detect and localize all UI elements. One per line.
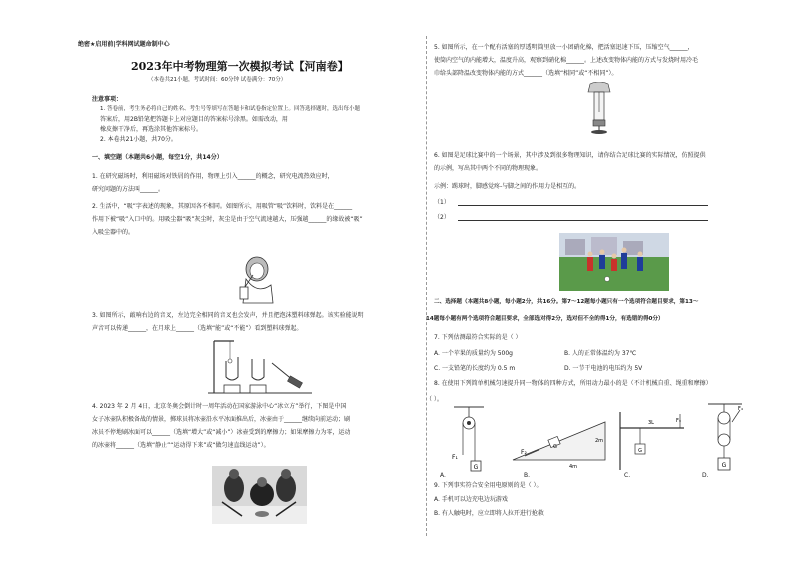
- q3-line-a: 3. 如图所示，敲响右边的音叉，左边完全相同的音叉也会发声，并且把泡沫塑料球弹起。该实验能说明: [92, 312, 364, 319]
- q9-option-a[interactable]: A. 手机可以边充电边玩游戏: [434, 496, 508, 503]
- q2-line-a: 2. 生活中，“吸”字表述的现象，其原因各不相同。如图所示，用吸管“吸”饮料时，饮料是在______: [92, 203, 353, 210]
- exam-info: （本卷共21小题，考试时间：60分钟 试卷满分：70分）: [148, 77, 287, 83]
- note-1b: 答案后，用2B铅笔把答题卡上对应题目的答案标号涂黑。如需改动，用: [100, 116, 288, 123]
- q8d-weight-label: G: [721, 462, 727, 469]
- q6-line-a: 6. 如图是足球比赛中的一个场景，其中涉及到很多物理知识，请你结合足球比赛的实际情况，仿照提供: [434, 152, 706, 159]
- q7-option-a[interactable]: A. 一个苹果的质量约为 500g: [434, 350, 513, 357]
- q7-option-c[interactable]: C. 一支铅笔的长度约为 0.5 m: [434, 365, 516, 372]
- q7-option-b[interactable]: B. 人的正常体温约为 37℃: [564, 350, 637, 357]
- page-title: 2023年中考物理第一次模拟考试【河南卷】: [131, 60, 349, 73]
- q8-paren: （ ）。: [426, 396, 443, 403]
- q6-answer-1-line[interactable]: [458, 205, 708, 206]
- q8-option-d[interactable]: D.: [702, 472, 709, 479]
- q5-line-a: 5. 如图所示，在一个配有活塞的厚透明筒里放一小团硝化棉，把活塞迅速下压，压缩空气______，: [434, 44, 694, 51]
- q8-option-c[interactable]: C.: [624, 472, 631, 479]
- q3-line-b: 声音可以传递______，在月球上______（选填“能”或“不能”）看到塑料球弹起。: [92, 325, 303, 332]
- q4-line-d: 的冰壶将______（选填“静止”“运动得下来”或“做匀速直线运动”）。: [92, 442, 270, 449]
- section2-line-a: 二、选择题（本题共8小题，每小题2分，共16分。第7～12题每小题只有一个选项符合题目要求，第13～: [434, 299, 699, 305]
- piston-cylinder-figure: [584, 82, 614, 134]
- q5-line-b: 使筒内空气的内能增大，温度升高，观察到硝化棉______。上述改变物体内能的方式与发烧时用冷毛: [434, 57, 699, 64]
- q6-answer-2-label: （2）: [434, 214, 450, 221]
- q9-option-b[interactable]: B. 有人触电时，应立即将人拉开进行抢救: [434, 510, 544, 517]
- pulley-figure-d: [702, 402, 752, 477]
- note-2: 2. 本卷共21小题，共70分。: [100, 136, 177, 143]
- football-photo: [559, 233, 669, 291]
- pulley-figure-a: [444, 405, 504, 475]
- q8c-length-label: 3L: [648, 420, 654, 426]
- section1-heading: 一、填空题（本题共6小题，每空1分，共14分）: [92, 154, 223, 161]
- q8b-length-label: 4m: [569, 464, 578, 470]
- q8-option-b[interactable]: B.: [524, 472, 531, 479]
- q8b-weight-label: G: [553, 444, 557, 450]
- q8c-force-label: F₃: [676, 418, 681, 424]
- incline-figure-b: [509, 410, 609, 470]
- q7-stem: 7. 下列估测最符合实际的是（ ）: [434, 334, 522, 341]
- q6-example: 示例：踢球时，脚感觉疼-与脚之间的作用力是相互的。: [434, 183, 581, 190]
- q6-answer-1-label: （1）: [434, 199, 450, 206]
- q7-option-d[interactable]: D. 一节干电池的电压约为 5V: [564, 365, 643, 372]
- q8c-weight-label: G: [638, 448, 642, 454]
- curling-photo: [212, 466, 307, 524]
- note-1a: 1. 答卷前，考生务必将自己的姓名、考生号等填写在答题卡和试卷指定位置上。回答选择题时，选出每小题: [100, 106, 360, 112]
- section2-line-b: 14题每小题有两个选项符合题目要求，全部选对得2分，选对但不全的得1分，有选错的得0分）: [426, 316, 664, 322]
- straw-drinking-figure: [237, 255, 277, 305]
- q8a-force-label: F₁: [452, 454, 458, 461]
- q8-option-a[interactable]: A.: [440, 472, 446, 479]
- lever-figure-c: [614, 410, 694, 475]
- q6-answer-2-line[interactable]: [458, 220, 708, 221]
- tuning-fork-figure: [204, 337, 314, 397]
- column-divider: [426, 36, 427, 536]
- q8a-weight-label: G: [473, 464, 479, 471]
- notes-heading: 注意事项：: [92, 96, 123, 103]
- q4-line-c: 冰员不停地刷冰面可以______（选填“增大”或“减小”）冰壶受到的摩擦力；如果摩擦力为零，运动: [92, 429, 351, 436]
- q1-line-a: 1. 在研究磁场时，利用磁场对铁屑的作用，物理上引入______的概念，研究电流热效应时，: [92, 173, 334, 180]
- secret-mark: 绝密★启用前|学科网试题命制中心: [78, 41, 170, 48]
- q2-line-c: 入吸尘器中的。: [92, 229, 135, 236]
- q8d-force-label: F₄: [738, 406, 743, 412]
- q8-stem: 8. 在使用下列简单机械匀速提升同一物体的四种方式，所用动力最小的是（不计机械自重、绳重和摩擦）: [434, 380, 712, 387]
- note-1c: 橡皮擦干净后，再选涂其他答案标号。: [100, 126, 203, 133]
- q8b-force-label: F₂: [521, 449, 527, 456]
- q4-line-b: 女子冰壶队积极备战的情景，掷球员将冰壶沿水平冰面推出后，冰壶由于______继续向前运动；刷: [92, 416, 351, 423]
- q5-line-c: 巾给头部降温改变物体内能的方式______（选填“相同”或“不相同”）。: [434, 70, 618, 77]
- q4-line-a: 4. 2023 年 2 月 4日，北京冬奥会倒计时一周年活动在国家游泳中心“冰立方”举行，下图是中国: [92, 403, 347, 410]
- q6-line-b: 的示例，写出其中两个不同的物理现象。: [434, 165, 543, 172]
- q8b-height-label: 2m: [595, 438, 604, 444]
- q1-line-b: 研究问题的方法叫______。: [92, 186, 165, 193]
- q2-line-b: 作用下被“吸”入口中的。用吸尘器“吸”灰尘时，灰尘是由于空气流速越大，压强越______的缘故被“吸”: [92, 216, 363, 223]
- q9-stem: 9. 下列事实符合安全用电原则的是（ ）。: [434, 482, 543, 489]
